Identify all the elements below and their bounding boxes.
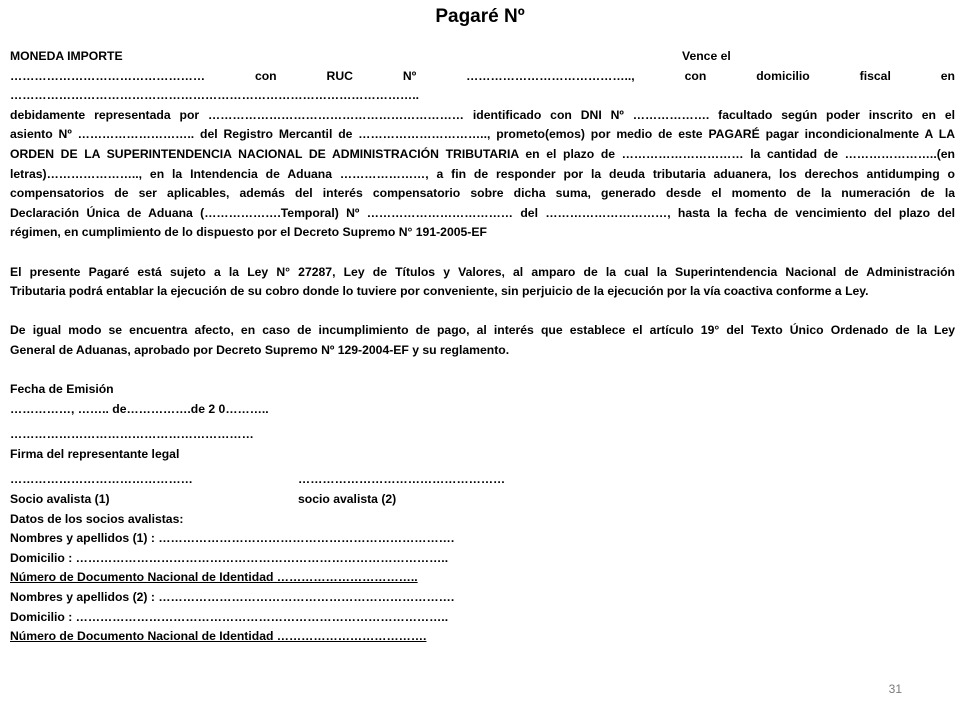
avalistas-dots-row xyxy=(10,470,955,490)
domicilio-2-field: Domicilio : ……………………………………………………………………………….. xyxy=(10,609,449,624)
paragraph-line: compensatorios de ser aplicables, además del interés compensatorio sobre dicha suma, generado desde el momento de la numeración de la xyxy=(10,186,955,201)
avalista-1-dots: ……………………………………… xyxy=(10,472,193,487)
vence-label: Vence el xyxy=(682,49,731,63)
paragraph-line: Tributaria podrá entablar la ejecución de su cobro donde lo tuviere por conveniente, sin perjuicio de la ejecución por la vía coactiva conforme a Ley. xyxy=(10,284,869,299)
header-row xyxy=(10,47,955,67)
paragraph-line: ORDEN DE LA SUPERINTENDENCIA NACIONAL DE ADMINISTRACIÓN TRIBUTARIA en el plazo de ………………………… la cantidad de …………………..(en xyxy=(10,146,955,161)
paragraph-line: letras)………………….., en la Intendencia de Aduana …………………, a fin de responder por la deuda tributaria aduanera, los derechos antidumping o xyxy=(10,166,955,181)
paragraph-line: asiento Nº ……………………….. del Registro Mercantil de ………………………….., prometo(emos) por medio de este PAGARÉ pagar incondicionalmente A LA xyxy=(10,127,955,142)
domicilio-1-field: Domicilio : ……………………………………………………………………………….. xyxy=(10,550,449,565)
documento-1-field: Número de Documento Nacional de Identidad …………………………….. xyxy=(10,570,418,585)
avalistas-label-row xyxy=(10,490,955,510)
paragraph-interest xyxy=(10,321,955,360)
page-number: 31 xyxy=(888,682,902,696)
nombres-2-field: Nombres y apellidos (2) : ………………………………………………………………. xyxy=(10,590,455,605)
moneda-importe-label: MONEDA IMPORTE xyxy=(10,49,123,63)
paragraph-line: El presente Pagaré está sujeto a la Ley N° 27287, Ley de Títulos y Valores, al amparo de la cual la Superintendencia Nacional de Administración xyxy=(10,264,955,279)
document-title: Pagaré Nº xyxy=(435,6,525,27)
avalista-2-label: socio avalista (2) xyxy=(298,492,397,507)
fecha-emision-line: ……………, …….. de…………….de 2 0……….. xyxy=(10,401,269,416)
paragraph-line: ………………………………………… con RUC Nº ………………………………….., con domicilio fiscal en ……………………………………………………………………………………….. xyxy=(10,68,955,103)
documento-2-field: Número de Documento Nacional de Identidad ………………………………. xyxy=(10,629,427,644)
paragraph-line: debidamente representada por ……………………………………………………… identificado con DNI Nº ………………. facultado según poder inscrito en el xyxy=(10,107,955,122)
avalista-2-dots: …………………………………………… xyxy=(298,472,506,487)
avalista-1-label: Socio avalista (1) xyxy=(10,492,110,507)
document-body xyxy=(10,47,955,647)
paragraph-line: De igual modo se encuentra afecto, en caso de incumplimiento de pago, al interés que establece el artículo 19° del Texto Único Ordenado de la Ley xyxy=(10,323,955,338)
fecha-emision-label: Fecha de Emisión xyxy=(10,382,114,397)
paragraph-obligation xyxy=(10,67,955,243)
paragraph-line: régimen, en cumplimiento de lo dispuesto por el Decreto Supremo N° 191-2005-EF xyxy=(10,225,487,240)
nombres-1-field: Nombres y apellidos (1) : ………………………………………………………………. xyxy=(10,531,455,546)
paragraph-line: General de Aduanas, aprobado por Decreto Supremo Nº 129-2004-EF y su reglamento. xyxy=(10,342,510,357)
firma-label: Firma del representante legal xyxy=(10,446,180,461)
firma-dots: …………………………………………………… xyxy=(10,427,254,442)
datos-heading: Datos de los socios avalistas: xyxy=(10,511,184,526)
paragraph-line: Declaración Única de Aduana (……………….Temporal) Nº ……………………………… del …………………………, hasta la fecha de vencimiento del plazo del xyxy=(10,205,955,220)
paragraph-law xyxy=(10,263,955,302)
